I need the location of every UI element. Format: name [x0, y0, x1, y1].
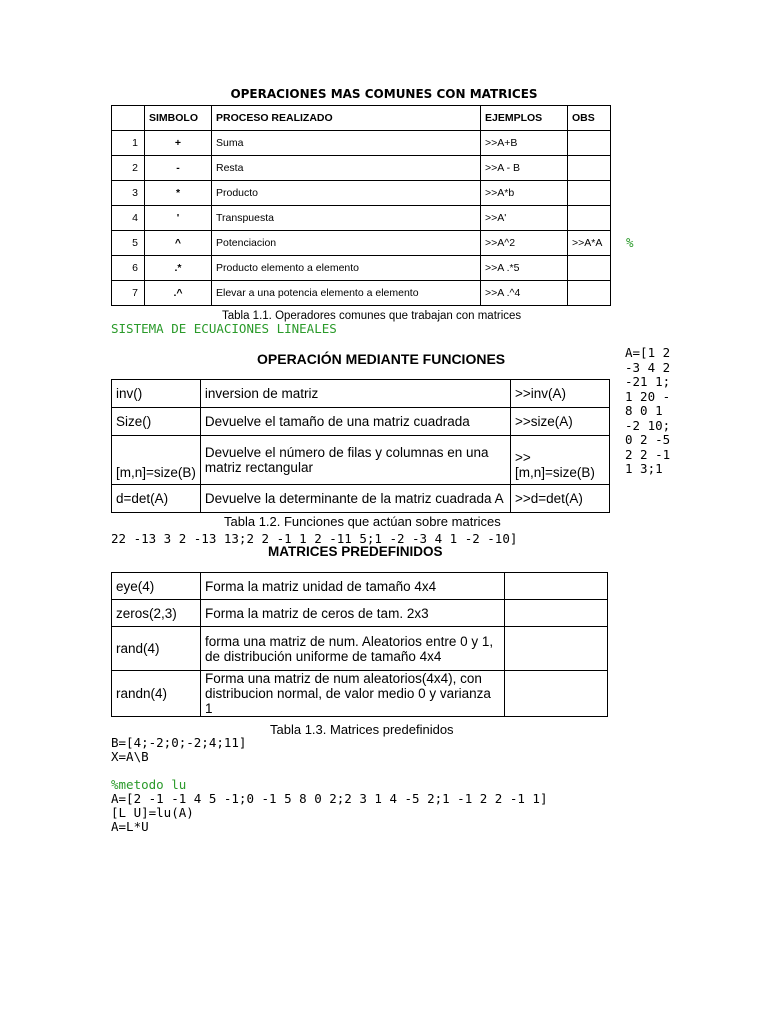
comment-sistema: SISTEMA DE ECUACIONES LINEALES — [111, 321, 337, 336]
symbol-cell: ' — [145, 206, 212, 231]
code-line-a-product: A=L*U — [111, 819, 149, 834]
empty-cell — [505, 573, 608, 600]
row-number: 1 — [112, 131, 145, 156]
functions-table — [111, 379, 610, 513]
example-cell: >>inv(A) — [511, 380, 610, 408]
table-row — [112, 380, 610, 408]
description-cell: inversion de matriz — [200, 380, 510, 408]
function-cell: inv() — [112, 380, 201, 408]
symbol-cell: .^ — [145, 281, 212, 306]
obs-cell — [568, 181, 611, 206]
description-cell: forma una matriz de num. Aleatorios entre 0 y 1, de distribución uniforme de tamaño 4x4 — [201, 627, 505, 671]
symbol-cell: * — [145, 181, 212, 206]
obs-cell — [568, 281, 611, 306]
function-cell: [m,n]=size(B) — [112, 436, 201, 485]
table1-caption: Tabla 1.1. Operadores comunes que trabajan con matrices — [222, 310, 522, 322]
example-cell: >>A*b — [481, 181, 568, 206]
table2-caption: Tabla 1.2. Funciones que actúan sobre matrices — [224, 514, 501, 529]
table-row — [112, 627, 608, 671]
code-line-a-matrix: A=[2 -1 -1 4 5 -1;0 -1 5 8 0 2;2 3 1 4 -5 2;1 -1 2 2 -1 1] — [111, 791, 548, 806]
process-cell: Producto elemento a elemento — [212, 256, 481, 281]
table-row — [112, 206, 611, 231]
example-cell: >>A .^4 — [481, 281, 568, 306]
table-row — [112, 573, 608, 600]
document-title: OPERACIONES MAS COMUNES CON MATRICES — [230, 87, 538, 101]
row-number: 5 — [112, 231, 145, 256]
description-cell: Forma la matriz de ceros de tam. 2x3 — [201, 600, 505, 627]
example-cell: >>d=det(A) — [511, 485, 610, 513]
table-row — [112, 600, 608, 627]
table-row — [112, 181, 611, 206]
table-row — [112, 408, 610, 436]
process-cell: Suma — [212, 131, 481, 156]
example-cell: >>A+B — [481, 131, 568, 156]
predefined-matrices-table — [111, 572, 608, 717]
row-number: 2 — [112, 156, 145, 181]
description-cell: Forma una matriz de num aleatorios(4x4), con distribucion normal, de valor medio 0 y varianza 1 — [201, 671, 505, 717]
symbol-cell: .* — [145, 256, 212, 281]
table-header-row — [112, 106, 611, 131]
code-line-matrix-continuation: 22 -13 3 2 -13 13;2 2 -1 1 2 -11 5;1 -2 -3 4 1 -2 -10] — [111, 531, 518, 546]
empty-cell — [505, 671, 608, 717]
comment-metodo-lu: %metodo lu — [111, 777, 187, 792]
header-cell: EJEMPLOS — [481, 106, 568, 131]
empty-cell — [505, 627, 608, 671]
obs-cell — [568, 131, 611, 156]
description-cell: Forma la matriz unidad de tamaño 4x4 — [201, 573, 505, 600]
symbol-cell: - — [145, 156, 212, 181]
obs-cell — [568, 256, 611, 281]
description-cell: Devuelve la determinante de la matriz cuadrada A — [200, 485, 510, 513]
example-cell: >>A - B — [481, 156, 568, 181]
process-cell: Resta — [212, 156, 481, 181]
function-cell: d=det(A) — [112, 485, 201, 513]
table-row — [112, 281, 611, 306]
example-cell: >>[m,n]=size(B) — [511, 436, 610, 485]
table-row — [112, 485, 610, 513]
table-row — [112, 671, 608, 717]
example-cell: >>A .*5 — [481, 256, 568, 281]
table-row — [112, 436, 610, 485]
example-cell: >>size(A) — [511, 408, 610, 436]
process-cell: Producto — [212, 181, 481, 206]
row-number: 3 — [112, 181, 145, 206]
process-cell: Elevar a una potencia elemento a elemento — [212, 281, 481, 306]
row-number: 4 — [112, 206, 145, 231]
row-number: 6 — [112, 256, 145, 281]
table-row — [112, 231, 611, 256]
section3-title: MATRICES PREDEFINIDOS — [268, 544, 443, 559]
function-cell: randn(4) — [112, 671, 201, 717]
function-cell: Size() — [112, 408, 201, 436]
description-cell: Devuelve el tamaño de una matriz cuadrada — [200, 408, 510, 436]
header-cell — [112, 106, 145, 131]
code-line-b: B=[4;-2;0;-2;4;11] — [111, 735, 247, 750]
code-line-lu: [L U]=lu(A) — [111, 805, 194, 820]
symbol-cell: ^ — [145, 231, 212, 256]
function-cell: eye(4) — [112, 573, 201, 600]
code-line-x: X=A\B — [111, 749, 149, 764]
empty-cell — [505, 600, 608, 627]
function-cell: zeros(2,3) — [112, 600, 201, 627]
operators-table — [111, 105, 611, 306]
example-cell: >>A^2 — [481, 231, 568, 256]
process-cell: Transpuesta — [212, 206, 481, 231]
header-cell: OBS — [568, 106, 611, 131]
table3-caption: Tabla 1.3. Matrices predefinidos — [270, 722, 454, 737]
table-row — [112, 156, 611, 181]
function-cell: rand(4) — [112, 627, 201, 671]
obs-cell: >>A*A — [568, 231, 611, 256]
header-cell: PROCESO REALIZADO — [212, 106, 481, 131]
side-percent-comment: % — [626, 235, 634, 250]
symbol-cell: + — [145, 131, 212, 156]
table-row — [112, 131, 611, 156]
description-cell: Devuelve el número de filas y columnas en una matriz rectangular — [200, 436, 510, 485]
side-code-block: A=[1 2 -3 4 2 -21 1;1 20 -8 0 1 -2 10;0 2 -5 2 2 -11 3;1 — [625, 345, 678, 476]
row-number: 7 — [112, 281, 145, 306]
section2-title: OPERACIÓN MEDIANTE FUNCIONES — [257, 351, 506, 367]
obs-cell — [568, 156, 611, 181]
table-row — [112, 256, 611, 281]
process-cell: Potenciacion — [212, 231, 481, 256]
header-cell: SIMBOLO — [145, 106, 212, 131]
obs-cell — [568, 206, 611, 231]
example-cell: >>A' — [481, 206, 568, 231]
